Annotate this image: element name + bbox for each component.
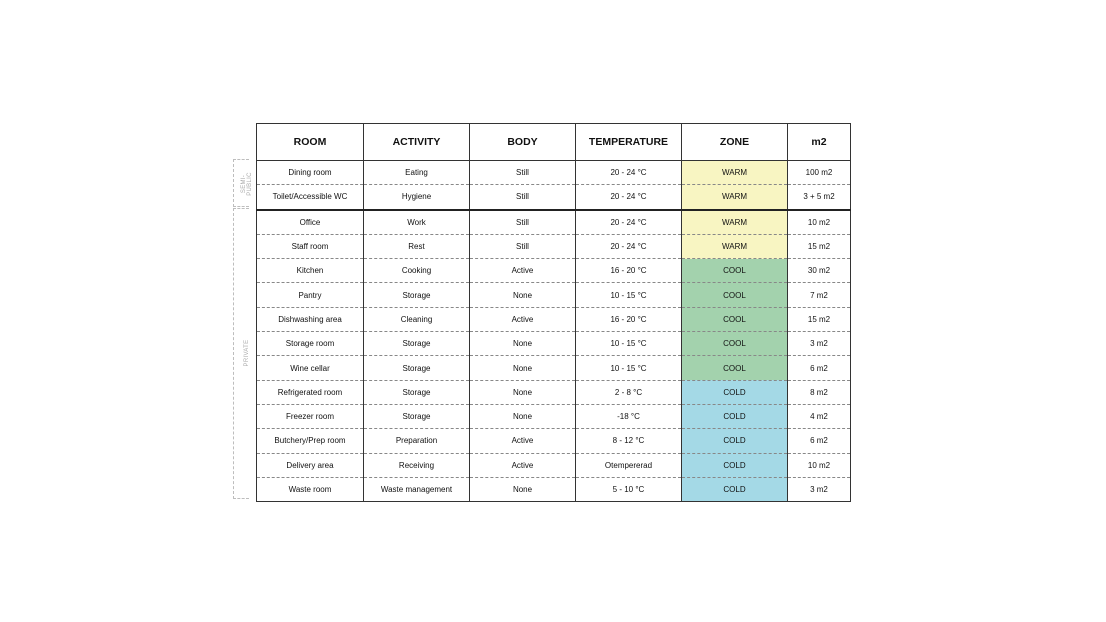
body-cell: Still: [470, 185, 576, 210]
header-activity: ACTIVITY: [364, 124, 470, 161]
activity-cell: Preparation: [364, 429, 470, 453]
temperature-cell: 5 - 10 °C: [576, 477, 682, 501]
room-cell: Dishwashing area: [257, 307, 364, 331]
activity-cell: Receiving: [364, 453, 470, 477]
header-temperature: TEMPERATURE: [576, 124, 682, 161]
table-row: [257, 453, 851, 477]
body-cell: Active: [470, 453, 576, 477]
temperature-cell: Otempererad: [576, 453, 682, 477]
zone-cell: COOL: [682, 332, 788, 356]
zone-cell: WARM: [682, 210, 788, 235]
area-cell: 10 m2: [788, 210, 851, 235]
temperature-cell: 20 - 24 °C: [576, 210, 682, 235]
room-climate-table: [256, 123, 851, 502]
area-cell: 3 m2: [788, 332, 851, 356]
room-cell: Delivery area: [257, 453, 364, 477]
body-cell: Active: [470, 259, 576, 283]
table-row: [257, 210, 851, 235]
table-row: [257, 332, 851, 356]
header-area: m2: [788, 124, 851, 161]
area-cell: 15 m2: [788, 234, 851, 258]
header-room: ROOM: [257, 124, 364, 161]
area-cell: 10 m2: [788, 453, 851, 477]
room-cell: Toilet/Accessible WC: [257, 185, 364, 210]
temperature-cell: 20 - 24 °C: [576, 234, 682, 258]
zone-cell: COLD: [682, 429, 788, 453]
temperature-cell: 10 - 15 °C: [576, 283, 682, 307]
activity-cell: Storage: [364, 380, 470, 404]
body-cell: None: [470, 332, 576, 356]
activity-cell: Hygiene: [364, 185, 470, 210]
room-cell: Pantry: [257, 283, 364, 307]
temperature-cell: 8 - 12 °C: [576, 429, 682, 453]
area-cell: 15 m2: [788, 307, 851, 331]
room-cell: Office: [257, 210, 364, 235]
temperature-cell: 20 - 24 °C: [576, 161, 682, 185]
room-cell: Staff room: [257, 234, 364, 258]
table-row: [257, 161, 851, 185]
body-cell: Still: [470, 161, 576, 185]
area-cell: 8 m2: [788, 380, 851, 404]
activity-cell: Waste management: [364, 477, 470, 501]
room-cell: Refrigerated room: [257, 380, 364, 404]
zone-cell: COLD: [682, 453, 788, 477]
table-body: [257, 161, 851, 502]
activity-cell: Work: [364, 210, 470, 235]
activity-cell: Storage: [364, 283, 470, 307]
table-row: [257, 283, 851, 307]
room-cell: Dining room: [257, 161, 364, 185]
body-cell: Still: [470, 210, 576, 235]
area-cell: 3 m2: [788, 477, 851, 501]
zone-cell: COOL: [682, 259, 788, 283]
table-row: [257, 356, 851, 380]
table-row: [257, 404, 851, 428]
table-row: [257, 429, 851, 453]
activity-cell: Eating: [364, 161, 470, 185]
room-cell: Kitchen: [257, 259, 364, 283]
temperature-cell: 20 - 24 °C: [576, 185, 682, 210]
temperature-cell: 2 - 8 °C: [576, 380, 682, 404]
body-cell: Active: [470, 307, 576, 331]
room-cell: Butchery/Prep room: [257, 429, 364, 453]
table-row: [257, 234, 851, 258]
body-cell: Active: [470, 429, 576, 453]
table-header-row: [257, 124, 851, 161]
activity-cell: Storage: [364, 404, 470, 428]
temperature-cell: 16 - 20 °C: [576, 307, 682, 331]
activity-cell: Storage: [364, 332, 470, 356]
table-row: [257, 307, 851, 331]
private-label: PRIVATE: [244, 339, 250, 367]
body-cell: Still: [470, 234, 576, 258]
table-row: [257, 259, 851, 283]
table-row: [257, 380, 851, 404]
area-cell: 4 m2: [788, 404, 851, 428]
room-cell: Freezer room: [257, 404, 364, 428]
room-cell: Storage room: [257, 332, 364, 356]
zone-cell: COLD: [682, 404, 788, 428]
temperature-cell: -18 °C: [576, 404, 682, 428]
body-cell: None: [470, 380, 576, 404]
room-cell: Waste room: [257, 477, 364, 501]
body-cell: None: [470, 404, 576, 428]
temperature-cell: 10 - 15 °C: [576, 332, 682, 356]
area-cell: 7 m2: [788, 283, 851, 307]
zone-cell: COOL: [682, 283, 788, 307]
activity-cell: Rest: [364, 234, 470, 258]
zone-cell: COOL: [682, 356, 788, 380]
body-cell: None: [470, 356, 576, 380]
activity-cell: Cleaning: [364, 307, 470, 331]
zone-cell: WARM: [682, 161, 788, 185]
zone-cell: COLD: [682, 380, 788, 404]
zone-cell: COLD: [682, 477, 788, 501]
area-cell: 6 m2: [788, 429, 851, 453]
area-cell: 3 + 5 m2: [788, 185, 851, 210]
activity-cell: Storage: [364, 356, 470, 380]
temperature-cell: 10 - 15 °C: [576, 356, 682, 380]
area-cell: 6 m2: [788, 356, 851, 380]
body-cell: None: [470, 283, 576, 307]
activity-cell: Cooking: [364, 259, 470, 283]
zone-cell: WARM: [682, 234, 788, 258]
area-cell: 30 m2: [788, 259, 851, 283]
temperature-cell: 16 - 20 °C: [576, 259, 682, 283]
body-cell: None: [470, 477, 576, 501]
area-cell: 100 m2: [788, 161, 851, 185]
table-row: [257, 185, 851, 210]
header-zone: ZONE: [682, 124, 788, 161]
zone-cell: WARM: [682, 185, 788, 210]
room-cell: Wine cellar: [257, 356, 364, 380]
semi-public-label: SEMI-PUBLIC: [241, 172, 253, 196]
zone-cell: COOL: [682, 307, 788, 331]
table-row: [257, 477, 851, 501]
header-body: BODY: [470, 124, 576, 161]
